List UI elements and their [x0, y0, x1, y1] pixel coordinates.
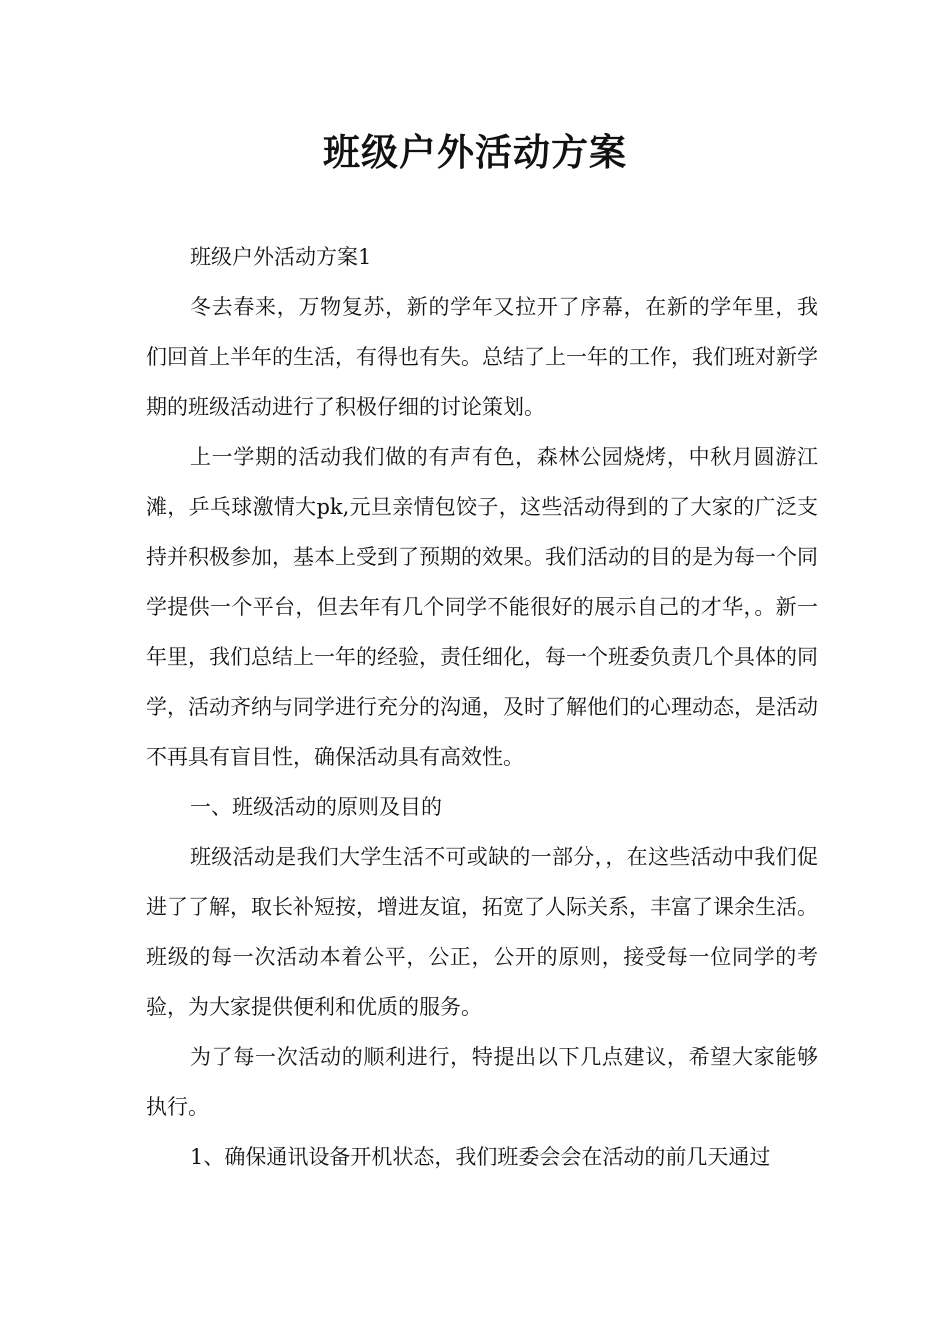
paragraph-subtitle: 班级户外活动方案1 — [190, 245, 372, 269]
paragraph-suggestions: 为了每一次活动的顺利进行，特提出以下几点建议，希望大家能够执行。 — [146, 1045, 818, 1119]
section-heading-principles: 一、班级活动的原则及目的 — [190, 795, 442, 819]
paragraph-item-1: 1、确保通讯设备开机状态，我们班委会会在活动的前几天通过 — [190, 1145, 771, 1169]
document-title: 班级户外活动方案 — [323, 131, 627, 174]
paragraph-last-semester: 上一学期的活动我们做的有声有色，森林公园烧烤，中秋月圆游江滩，乒乓球激情大pk,元旦亲情包饺子，这些活动得到的了大家的广泛支持并积极参加，基本上受到了预期的效果。我们活动的目的是为每一个同学提供一个平台，但去年有几个同学不能很好的展示自己的才华，。新一年里，我们总结上一年的经验，责任细化，每一个班委负责几个具体的同学，活动齐纳与同学进行充分的沟通，及时了解他们的心理动态，是活动不再具有盲目性，确保活动具有高效性。 — [146, 445, 818, 769]
paragraph-intro: 冬去春来，万物复苏，新的学年又拉开了序幕，在新的学年里，我们回首上半年的生活，有得也有失。总结了上一年的工作，我们班对新学期的班级活动进行了积极仔细的讨论策划。 — [146, 295, 818, 419]
document-body — [146, 232, 818, 1182]
paragraph-principles: 班级活动是我们大学生活不可或缺的一部分，，在这些活动中我们促进了了解，取长补短按，增进友谊，拓宽了人际关系，丰富了课余生活。班级的每一次活动本着公平，公正，公开的原则，接受每一位同学的考验，为大家提供便利和优质的服务。 — [146, 845, 818, 1019]
